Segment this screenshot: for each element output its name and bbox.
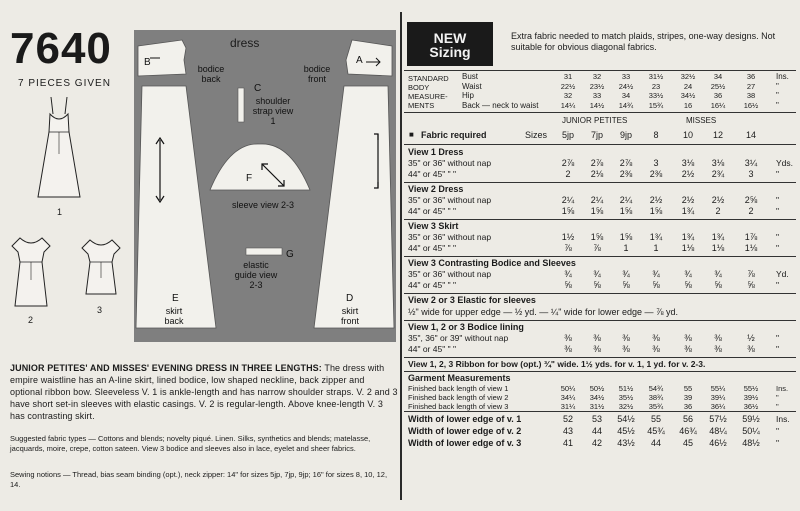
measure-unit: " [776,91,779,100]
table-cell: 54¾ [648,384,664,393]
table-cell: 1⅝ [649,206,663,216]
fabric-width-label: 35" or 36" without nap [408,232,492,242]
view-3-sketch [78,234,124,300]
table-cell: 3 [748,169,754,179]
sizes-label: Sizes [525,130,548,140]
pattern-description [10,362,398,422]
new-sizing-badge [407,22,493,66]
table-cell: 36½ [743,402,759,411]
table-cell: 35½ [618,393,634,402]
table-cell: ⅜ [593,344,601,354]
table-cell: 43 [562,426,573,436]
table-cell: 32½ [618,402,634,411]
measure-cell: 34 [621,91,631,100]
garment-label: Finished back length of view 1 [408,384,509,393]
piece-elastic-guide: elastic guide view 2-3 [234,260,278,290]
view-title: View 3 Skirt [408,221,459,231]
measure-cell: 14¼ [560,100,576,110]
unit-label: " [776,426,780,436]
width-label: Width of lower edge of v. 2 [408,426,522,436]
table-cell: ⅝ [564,280,572,290]
table-cell: ⅞ [564,243,572,253]
unit-label: " [776,333,780,343]
measure-cell: 24½ [618,81,634,91]
table-cell: 34½ [589,393,605,402]
view-1-sketch [34,94,84,204]
unit-label: Yds. [776,158,794,168]
garment-label: Finished back length of view 3 [408,402,509,411]
table-cell: 50¼ [560,384,576,393]
table-cell: ⅜ [684,344,692,354]
unit-label: " [776,344,780,354]
table-cell: ⅝ [622,280,630,290]
column-divider [400,12,402,500]
table-cell: 2¾ [711,169,725,179]
unit-label: " [776,195,780,205]
table-cell: ⅜ [564,344,572,354]
table-cell: 3 [653,158,659,168]
badge-line-1: NEW [433,30,467,46]
table-cell: 2¼ [561,195,575,205]
table-cell: 2⅜ [649,169,663,179]
table-cell: 55 [683,384,693,393]
table-cell: 50½ [589,384,605,393]
table-cell: 59½ [742,414,760,424]
piece-c-letter: C [254,83,262,94]
table-cell: 3¼ [744,158,758,168]
sewing-notions: Sewing notions — Thread, bias seam binding (opt.), neck zipper: 14" for sizes 5jp, 7jp, 9jp; 16" for sizes 8, 10, 12, 14. [10,470,388,489]
table-cell: ⅝ [593,280,601,290]
measure-cell: 25½ [710,81,726,91]
table-cell: ⅜ [714,333,722,343]
size-header: 8 [653,130,659,140]
table-cell: ⅜ [593,333,601,343]
table-cell: 48¼ [709,426,727,436]
piece-skirt-front: skirt front [340,306,359,326]
table-cell: 1⅝ [590,232,604,242]
suggested-fabrics: Suggested fabric types — Cottons and blends; novelty piqué. Linen. Silks, synthetics and blends; matelasse, jacquards, moire, crepe, cotton sateen. View 3 bodice and sleeves also in lace, eyelet and sheer fabrics. [10,434,371,453]
unit-label: " [776,243,780,253]
measure-cell: 31½ [648,72,664,81]
description-body: The dress with empire waistline has an A-line skirt, lined bodice, low shaped neckline, back zipper and optional ribbon bow. Sleeveless V. 1 is ankle-length and has narrow shoulder straps. V. 2 and 3 have short set-in sleeves with elastic casings. V. 2 is regular-length. Above knee-length V. 3 has contrasting skirt. [10,363,398,421]
table-cell: 42 [591,438,602,448]
measure-cell: 22½ [560,81,576,91]
table-cell: 55 [650,414,661,424]
table-cell: 45¾ [647,426,665,436]
table-cell: 2¼ [590,195,604,205]
measure-unit: " [776,100,779,110]
table-cell: 2½ [681,195,695,205]
table-cell: 1½ [561,232,575,242]
measure-cell: 15¾ [648,100,664,110]
piece-bodice-front: bodice front [303,64,331,84]
table-cell: 31¼ [560,402,576,411]
measure-cell: 38 [746,91,756,100]
table-cell: ⅜ [622,344,630,354]
table-cell: 1⅛ [711,243,725,253]
table-cell: 57½ [709,414,727,424]
rule [404,371,796,372]
size-header: 14 [745,130,756,140]
fabric-width-label: 44" or 45" " " [408,206,456,216]
table-cell: ¾ [652,269,660,279]
table-cell: ¾ [714,269,722,279]
table-cell: ⅞ [593,243,601,253]
rule [404,320,796,321]
measure-cell: 16 [683,100,693,110]
size-header: 10 [682,130,693,140]
ribbon-note: View 1, 2, 3 Ribbon for bow (opt.) ¾" wide. 1½ yds. for v. 1, 1 yd. for v. 2-3. [408,359,706,369]
table-cell: 35¾ [648,402,664,411]
table-cell: 50¼ [742,426,760,436]
description-heading: JUNIOR PETITES' AND MISSES' EVENING DRESS IN THREE LENGTHS: [10,363,322,373]
table-cell: 53 [591,414,602,424]
rule [404,357,796,358]
table-cell: ⅜ [714,344,722,354]
garment-title: Garment Measurements [408,373,511,383]
rule [404,182,796,183]
measure-cell: 16¼ [710,100,726,110]
fabric-width-label: 35" or 36" without nap [408,269,492,279]
measure-cell: 34½ [680,91,696,100]
fabric-width-label: 44" or 45" " " [408,344,456,354]
table-cell: ⅜ [564,333,572,343]
piece-shoulder-strap: shoulder strap view 1 [252,96,294,126]
size-header: 5jp [561,130,574,140]
table-cell: ¾ [564,269,572,279]
rule [404,70,796,71]
measure-cell: 32 [592,72,602,81]
std-label: BODY [408,83,430,92]
table-cell: 2 [565,169,571,179]
measure-cell: 14½ [589,100,605,110]
measure-cell: 36 [713,91,723,100]
piece-bodice-back: bodice back [197,64,225,84]
table-cell: ¾ [593,269,601,279]
measure-cell: 34 [713,72,723,81]
table-cell: 34¼ [560,393,576,402]
piece-f-letter: F [246,173,253,184]
piece-d-letter: D [346,293,354,304]
piece-sleeve: sleeve view 2-3 [231,200,295,210]
rule [404,219,796,220]
elastic-title: View 2 or 3 Elastic for sleeves [408,295,536,305]
unit-label: " [776,438,780,448]
piece-skirt-back: skirt back [164,306,184,326]
group-junior-petites: JUNIOR PETITES [562,116,628,125]
table-cell: 56 [682,414,693,424]
measure-label: Back — neck to waist [462,100,539,110]
table-cell: 2⅞ [590,158,604,168]
table-cell: 46¾ [679,426,697,436]
table-cell: 1¾ [681,206,695,216]
table-cell: 2½ [681,169,695,179]
extra-fabric-note: Extra fabric needed to match plaids, stripes, one-way designs. Not suitable for obvious diagonal fabrics. [511,31,776,52]
table-cell: 44 [650,438,661,448]
table-cell: 51½ [618,384,634,393]
fabric-required-label: Fabric required [421,130,487,140]
measure-cell: 27 [746,81,756,91]
unit-label: " [776,169,780,179]
measure-cell: 32½ [680,72,696,81]
table-cell: 43½ [617,438,635,448]
unit-label: " [776,232,780,242]
layout-title: dress [230,36,260,50]
size-header: 7jp [590,130,603,140]
table-cell: 1¾ [649,232,663,242]
fabric-width-label: 35", 36" or 39" without nap [408,333,509,343]
measure-cell: 23½ [589,81,605,91]
measure-cell: 14¾ [618,100,634,110]
elastic-text: ½" wide for upper edge — ½ yd. — ¼" wide for lower edge — ⅞ yd. [408,307,679,317]
pieces-given: 7 PIECES GIVEN [18,78,111,89]
width-label: Width of lower edge of v. 3 [408,438,522,448]
table-cell: 54½ [617,414,635,424]
table-cell: ⅜ [747,344,755,354]
unit-label: " [776,393,779,402]
table-cell: 48½ [742,438,760,448]
table-cell: ⅜ [622,333,630,343]
rule [404,112,796,113]
measure-label: Bust [462,72,479,81]
rule [404,411,796,412]
table-cell: 39¼ [710,393,726,402]
table-cell: 2⅛ [590,169,604,179]
table-cell: 1¾ [711,232,725,242]
table-cell: 2½ [649,195,663,205]
measure-cell: 36 [746,72,756,81]
measure-unit: " [776,81,779,91]
measure-cell: 33 [621,72,631,81]
piece-b-letter: B [144,57,151,68]
table-cell: 2½ [711,195,725,205]
table-cell: 46½ [709,438,727,448]
badge-line-2: Sizing [429,44,471,60]
bullet-icon: ■ [409,130,414,139]
fabric-width-label: 44" or 45" " " [408,243,456,253]
unit-label: Ins. [776,414,790,424]
table-cell: 1 [653,243,659,253]
table-cell: 1¾ [681,232,695,242]
table-cell: ½ [747,333,755,343]
table-cell: 1⅛ [681,243,695,253]
table-cell: ⅝ [684,280,692,290]
table-cell: 44 [591,426,602,436]
piece-g-letter: G [286,249,294,260]
table-cell: ⅜ [684,333,692,343]
fabric-width-label: 44" or 45" " " [408,280,456,290]
table-cell: 2⅜ [619,169,633,179]
table-cell: 45½ [617,426,635,436]
table-cell: 2¼ [619,195,633,205]
unit-label: Ins. [776,384,789,393]
table-cell: 1 [623,243,629,253]
table-cell: 1⅝ [619,232,633,242]
group-misses: MISSES [686,116,717,125]
size-header: 9jp [619,130,632,140]
measure-cell: 31 [563,72,573,81]
table-cell: 2 [748,206,754,216]
std-label: STANDARD [408,74,449,83]
table-cell: 3⅛ [711,158,725,168]
garment-label: Finished back length of view 2 [408,393,509,402]
table-cell: 1⅛ [744,243,758,253]
fabric-width-label: 44" or 45" " " [408,169,456,179]
fabric-width-label: 35" or 36" without nap [408,195,492,205]
table-cell: 36 [683,402,693,411]
table-cell: ¾ [622,269,630,279]
lining-title: View 1, 2 or 3 Bodice lining [408,322,524,332]
table-cell: ⅜ [652,333,660,343]
rule [404,293,796,294]
measure-cell: 23 [651,81,661,91]
view-title: View 3 Contrasting Bodice and Sleeves [408,258,576,268]
table-cell: 36¼ [710,402,726,411]
table-cell: 55¼ [710,384,726,393]
table-cell: 31½ [589,402,605,411]
table-cell: ⅝ [652,280,660,290]
table-cell: 2 [715,206,721,216]
view-2-number: 2 [28,315,34,325]
piece-a-letter: A [356,55,363,66]
view-1-number: 1 [57,207,63,217]
measure-cell: 16½ [743,100,759,110]
pattern-number: 7640 [10,24,112,73]
table-cell: ¾ [684,269,692,279]
unit-label: Yd. [776,269,789,279]
table-cell: 2⅞ [619,158,633,168]
measure-cell: 33 [592,91,602,100]
size-header: 12 [712,130,723,140]
rule [404,256,796,257]
table-cell: 3⅛ [681,158,695,168]
unit-label: " [776,402,779,411]
measure-unit: Ins. [776,72,789,81]
measure-label: Hip [462,91,475,100]
view-2-sketch [8,232,54,312]
table-cell: 52 [562,414,573,424]
std-label: MENTS [408,101,435,110]
measure-cell: 33½ [648,91,664,100]
rule [404,144,796,145]
measure-cell: 24 [683,81,693,91]
std-label: MEASURE- [408,92,448,101]
table-cell: 1⅝ [590,206,604,216]
unit-label: " [776,206,780,216]
fabric-width-label: 35" or 36" without nap [408,158,492,168]
measure-label: Waist [462,81,482,91]
table-cell: ⅞ [747,269,755,279]
table-cell: 38¾ [648,393,664,402]
table-cell: 2⅞ [561,158,575,168]
unit-label: " [776,280,780,290]
table-cell: ⅜ [652,344,660,354]
table-cell: 2⅝ [744,195,758,205]
view-title: View 1 Dress [408,147,464,157]
table-cell: ⅝ [747,280,755,290]
piece-e-letter: E [172,293,179,304]
table-cell: 41 [562,438,573,448]
view-3-number: 3 [97,305,103,315]
table-cell: 1⅞ [744,232,758,242]
table-cell: 39 [683,393,693,402]
table-cell: 1⅝ [561,206,575,216]
table-cell: 55½ [743,384,759,393]
measure-cell: 32 [563,91,573,100]
table-cell: ⅝ [714,280,722,290]
width-label: Width of lower edge of v. 1 [408,414,522,424]
table-cell: 45 [682,438,693,448]
view-title: View 2 Dress [408,184,464,194]
table-cell: 1⅝ [619,206,633,216]
table-cell: 39½ [743,393,759,402]
